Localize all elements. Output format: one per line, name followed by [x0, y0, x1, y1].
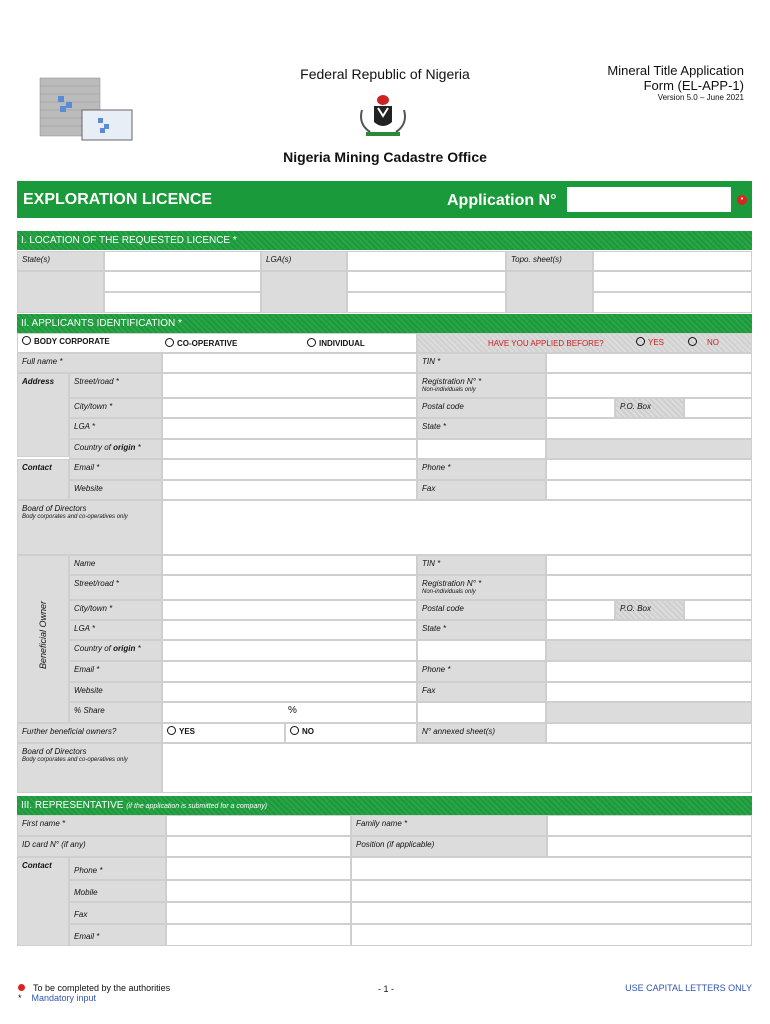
family-name-label: Family name *	[351, 815, 547, 836]
licence-banner	[17, 181, 752, 218]
rep-fax-extra[interactable]	[351, 902, 752, 924]
topo-field-2[interactable]	[593, 271, 752, 292]
website-field[interactable]	[162, 480, 417, 500]
radio-icon	[290, 726, 299, 735]
bo-share-blank	[417, 702, 546, 723]
further-yes-option[interactable]: YES	[162, 723, 285, 743]
form-title: Mineral Title Application	[607, 63, 744, 78]
page-number: - 1 -	[378, 984, 395, 994]
city-label: City/town *	[69, 398, 162, 418]
lgas-label-cont	[261, 271, 347, 313]
country-grey	[546, 439, 752, 459]
fax-field[interactable]	[546, 480, 752, 500]
bo-city-label: City/town *	[69, 600, 162, 620]
first-name-field[interactable]	[166, 815, 351, 836]
states-field-3[interactable]	[104, 292, 261, 313]
licence-title: EXPLORATION LICENCE	[23, 191, 213, 208]
bo-state-label: State *	[417, 620, 546, 640]
radio-icon	[307, 338, 316, 347]
street-field[interactable]	[162, 373, 417, 398]
country-label: Country of origin *	[69, 439, 162, 459]
states-field-2[interactable]	[104, 271, 261, 292]
first-name-label: First name *	[17, 815, 166, 836]
bo-email-label: Email *	[69, 661, 162, 682]
bo-tin-field[interactable]	[546, 555, 752, 575]
bo-board-label: Board of Directors Body corporates and co-operatives only	[17, 743, 162, 793]
rep-contact-label: Contact	[17, 857, 69, 946]
lga-label: LGA *	[69, 418, 162, 439]
bo-board-field[interactable]	[162, 743, 752, 793]
radio-icon	[167, 726, 176, 735]
form-version: Version 5.0 – June 2021	[657, 93, 744, 102]
topo-field-3[interactable]	[593, 292, 752, 313]
authority-marker-icon	[18, 984, 25, 991]
country-blank	[417, 439, 546, 459]
body-corporate-option[interactable]: BODY CORPORATE	[22, 337, 110, 346]
bo-share-label: % Share	[69, 702, 162, 723]
bo-lga-field[interactable]	[162, 620, 417, 640]
bo-country-blank	[417, 640, 546, 661]
bo-website-field[interactable]	[162, 682, 417, 702]
states-label: State(s)	[17, 251, 104, 271]
registration-field[interactable]	[546, 373, 752, 398]
bo-po-box-field[interactable]	[684, 600, 752, 620]
bo-country-grey	[546, 640, 752, 661]
applied-no-option[interactable]: NO	[688, 337, 719, 348]
rep-phone-label: Phone *	[69, 857, 166, 880]
po-box-field[interactable]	[684, 398, 752, 418]
rep-email-label: Email *	[69, 924, 166, 946]
ncmo-logo	[38, 74, 138, 144]
applied-yes-option[interactable]: YES	[636, 337, 664, 348]
street-label: Street/road *	[69, 373, 162, 398]
further-owners-label: Further beneficial owners?	[17, 723, 162, 743]
id-card-field[interactable]	[166, 836, 351, 857]
bo-phone-field[interactable]	[546, 661, 752, 682]
bo-fax-field[interactable]	[546, 682, 752, 702]
section-applicants-header: II. APPLICANTS IDENTIFICATION *	[17, 314, 752, 333]
board-field[interactable]	[162, 500, 752, 555]
annexed-label: N° annexed sheet(s)	[417, 723, 546, 743]
phone-field[interactable]	[546, 459, 752, 480]
contact-label: Contact	[17, 459, 69, 500]
family-name-field[interactable]	[547, 815, 752, 836]
state-label: State *	[417, 418, 546, 439]
annexed-field[interactable]	[546, 723, 752, 743]
website-label: Website	[69, 480, 162, 500]
further-no-option[interactable]: NO	[285, 723, 417, 743]
application-number-label: Application N°	[447, 192, 557, 209]
registration-label: Registration N° * Non-individuals only	[417, 373, 546, 398]
cooperative-option[interactable]: CO-OPERATIVE	[165, 338, 237, 348]
rep-mobile-label: Mobile	[69, 880, 166, 902]
position-label: Position (if applicable)	[351, 836, 547, 857]
lgas-field[interactable]	[347, 251, 506, 271]
lgas-label: LGA(s)	[261, 251, 347, 271]
country-field[interactable]	[162, 439, 417, 459]
tin-label: TIN *	[417, 353, 546, 373]
full-name-label: Full name *	[17, 353, 162, 373]
po-box-label: P.O. Box	[615, 398, 684, 418]
email-field[interactable]	[162, 459, 417, 480]
city-field[interactable]	[162, 398, 417, 418]
applied-before-row	[417, 333, 752, 353]
bo-city-field[interactable]	[162, 600, 417, 620]
lga-field[interactable]	[162, 418, 417, 439]
bo-state-field[interactable]	[546, 620, 752, 640]
phone-label: Phone *	[417, 459, 546, 480]
tin-field[interactable]	[546, 353, 752, 373]
bo-share-field[interactable]: %	[162, 702, 417, 723]
bo-email-field[interactable]	[162, 661, 417, 682]
bo-name-field[interactable]	[162, 555, 417, 575]
rep-mobile-field[interactable]	[166, 880, 351, 902]
bo-lga-label: LGA *	[69, 620, 162, 640]
state-field[interactable]	[546, 418, 752, 439]
postal-label: Postal code	[417, 398, 546, 418]
topo-label: Topo. sheet(s)	[506, 251, 593, 271]
fax-label: Fax	[417, 480, 546, 500]
country-name: Federal Republic of Nigeria	[300, 66, 470, 82]
office-name: Nigeria Mining Cadastre Office	[283, 149, 487, 165]
radio-icon	[165, 338, 174, 347]
topo-field[interactable]	[593, 251, 752, 271]
applied-before-label: HAVE YOU APPLIED BEFORE?	[488, 339, 604, 348]
bo-tin-label: TIN *	[417, 555, 546, 575]
coat-of-arms-icon	[348, 92, 418, 142]
application-number-field[interactable]	[567, 187, 731, 212]
rep-fax-field[interactable]	[166, 902, 351, 924]
rep-email-field[interactable]	[166, 924, 351, 946]
bo-street-label: Street/road *	[69, 575, 162, 600]
form-identity	[607, 63, 744, 103]
topo-label-cont	[506, 271, 593, 313]
lgas-field-3[interactable]	[347, 292, 506, 313]
authority-marker-icon: •	[737, 195, 747, 205]
full-name-field[interactable]	[162, 353, 417, 373]
position-field[interactable]	[547, 836, 752, 857]
states-label-cont	[17, 271, 104, 313]
radio-icon	[22, 336, 31, 345]
bo-postal-label: Postal code	[417, 600, 546, 620]
bo-country-label: Country of origin *	[69, 640, 162, 661]
bo-name-label: Name	[69, 555, 162, 575]
id-card-label: ID card N° (if any)	[17, 836, 166, 857]
beneficial-owner-label: Beneficial Owner	[38, 600, 48, 670]
rep-email-extra[interactable]	[351, 924, 752, 946]
bo-registration-label: Registration N° * Non-individuals only	[417, 575, 546, 600]
bo-postal-field[interactable]	[546, 600, 615, 620]
lgas-field-2[interactable]	[347, 271, 506, 292]
bo-street-field[interactable]	[162, 575, 417, 600]
radio-icon	[636, 337, 645, 346]
board-label: Board of Directors Body corporates and co-operatives only	[17, 500, 162, 555]
bo-phone-label: Phone *	[417, 661, 546, 682]
radio-icon	[688, 337, 697, 346]
individual-option[interactable]: INDIVIDUAL	[307, 338, 365, 348]
bo-website-label: Website	[69, 682, 162, 702]
address-label: Address	[17, 373, 69, 457]
bo-po-box-label: P.O. Box	[615, 600, 684, 620]
section-location-header: I. LOCATION OF THE REQUESTED LICENCE *	[17, 231, 752, 250]
rep-phone-field[interactable]	[166, 857, 351, 880]
section-representative-header: III. REPRESENTATIVE (if the application is submitted for a company)	[17, 796, 752, 815]
email-label: Email *	[69, 459, 162, 480]
states-field[interactable]	[104, 251, 261, 271]
footer-legend: To be completed by the authorities * Mandatory input	[18, 983, 171, 1003]
rep-phone-extra[interactable]	[351, 857, 752, 880]
form-code: Form (EL-APP-1)	[643, 78, 744, 93]
postal-field[interactable]	[546, 398, 615, 418]
bo-registration-field[interactable]	[546, 575, 752, 600]
bo-fax-label: Fax	[417, 682, 546, 702]
bo-country-field[interactable]	[162, 640, 417, 661]
rep-fax-label: Fax	[69, 902, 166, 924]
capital-letters-note: USE CAPITAL LETTERS ONLY	[625, 983, 752, 993]
bo-share-grey	[546, 702, 752, 723]
rep-mobile-extra[interactable]	[351, 880, 752, 902]
